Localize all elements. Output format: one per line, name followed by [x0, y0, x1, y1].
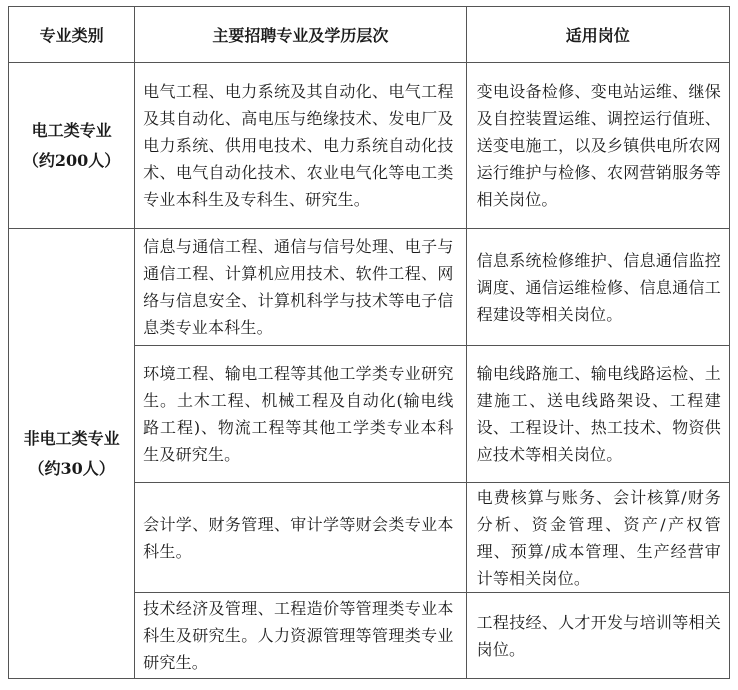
posts-text: 工程技经、人才开发与培训等相关岗位。 — [476, 612, 721, 659]
posts-text: 信息系统检修维护、信息通信监控调度、通信运维检修、信息通信工程建设等相关岗位。 — [476, 250, 721, 324]
posts-cell — [466, 593, 729, 679]
header-posts: 适用岗位 — [466, 7, 729, 63]
majors-text: 技术经济及管理、工程造价等管理类专业本科生及研究生。人力资源管理等管理类专业研究生。 — [143, 599, 454, 672]
header-majors: 主要招聘专业及学历层次 — [135, 7, 466, 63]
header-category: 专业类别 — [9, 7, 135, 63]
majors-text: 环境工程、输电工程等其他工学类专业研究生。土木工程、机械工程及自动化(输电线路工程)、物流工程等其他工学类专业本科生及研究生。 — [143, 364, 454, 464]
posts-text: 变电设备检修、变电站运维、继保及自控装置运维、调控运行值班、送变电施工，以及乡镇供电所农网运行维护与检修、农网营销服务等相关岗位。 — [476, 82, 721, 209]
posts-cell — [466, 483, 729, 593]
category-name: 电工类专业 — [31, 120, 112, 140]
category-cell-electrical — [9, 63, 135, 229]
category-name: 非电工类专业 — [23, 428, 120, 448]
posts-cell — [466, 229, 729, 346]
category-count: （约30人） — [28, 458, 115, 478]
category-count: （约200人） — [22, 150, 121, 170]
header-row — [9, 7, 730, 63]
majors-cell — [135, 483, 466, 593]
posts-cell — [466, 63, 729, 229]
majors-cell — [135, 229, 466, 346]
majors-text: 会计学、财务管理、审计学等财会类专业本科生。 — [143, 514, 454, 561]
table-row — [9, 229, 730, 346]
category-cell-non-electrical — [9, 229, 135, 679]
recruitment-table — [8, 6, 730, 679]
majors-cell — [135, 63, 466, 229]
posts-cell — [466, 346, 729, 483]
posts-text: 输电线路施工、输电线路运检、土建施工、送电线路架设、工程建设、工程设计、热工技术、物资供应技术等相关岗位。 — [476, 364, 721, 464]
majors-cell — [135, 593, 466, 679]
majors-cell — [135, 346, 466, 483]
majors-text: 信息与通信工程、通信与信号处理、电子与通信工程、计算机应用技术、软件工程、网络与信息安全、计算机科学与技术等电子信息类专业本科生。 — [143, 237, 454, 337]
majors-text: 电气工程、电力系统及其自动化、电气工程及其自动化、高电压与绝缘技术、发电厂及电力系统、供用电技术、电力系统自动化技术、电气自动化技术、农业电气化等电工类专业本科生及专科生、研究生。 — [143, 82, 454, 209]
table-row — [9, 63, 730, 229]
posts-text: 电费核算与账务、会计核算/财务分析、资金管理、资产/产权管理、预算/成本管理、生产经营审计等相关岗位。 — [476, 487, 721, 588]
